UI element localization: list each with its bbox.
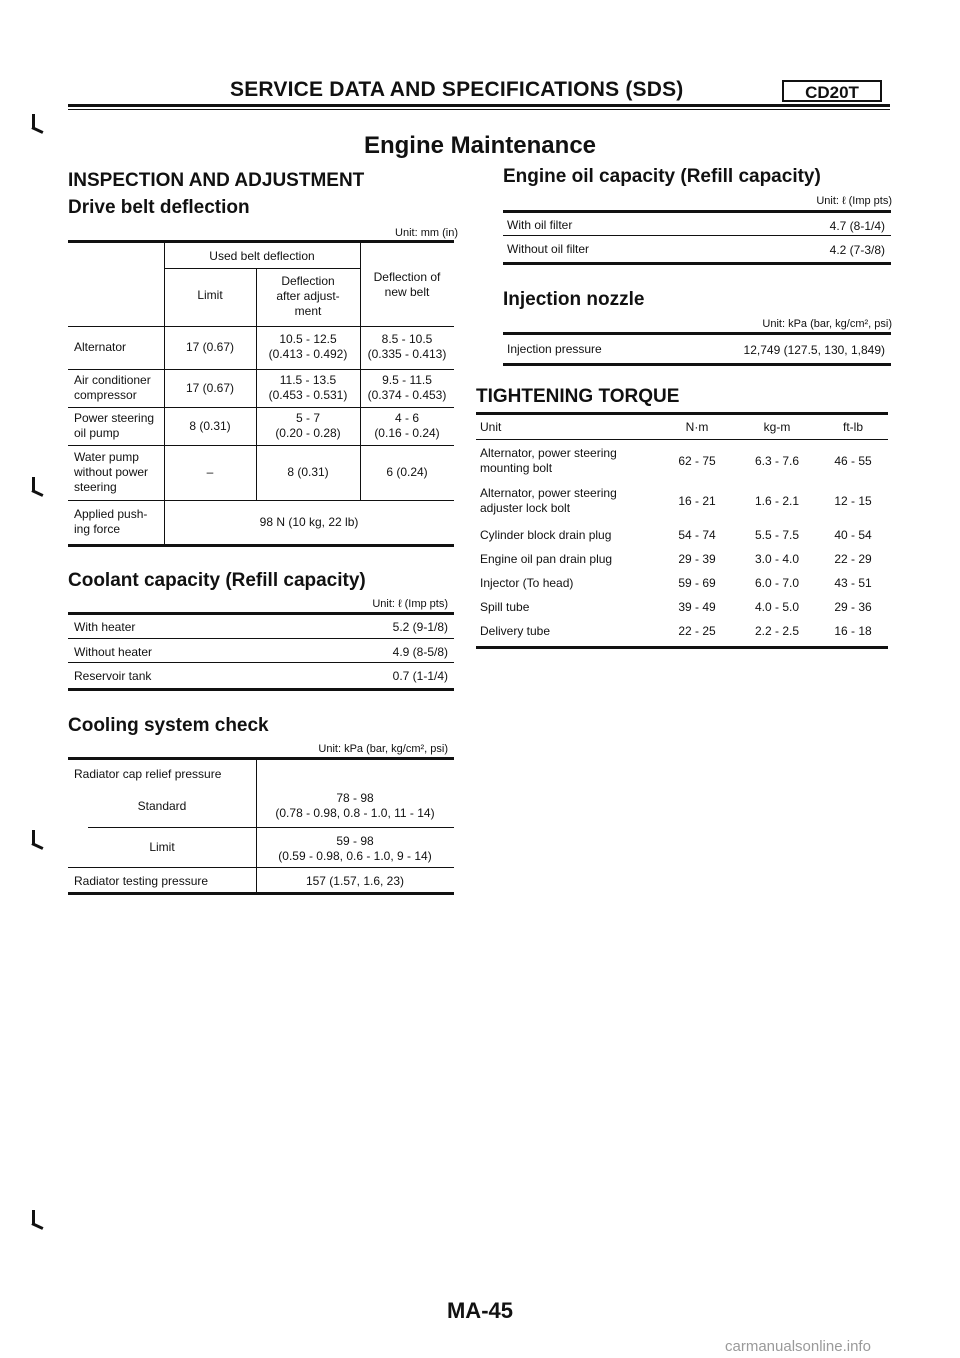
coolant-title: Coolant capacity (Refill capacity) [68,570,366,591]
header-after-adjust: Deflection after adjust- ment [276,274,340,318]
oil-row-value: 4.7 (8-1/4) [829,219,885,233]
coolant-table [68,612,454,696]
torque-row-label: Cylinder block drain plug [480,528,612,542]
injection-unit: Unit: kPa (bar, kg/cm², psi) [762,318,892,330]
cooling-unit: Unit: kPa (bar, kg/cm², psi) [318,743,448,755]
row-new: 9.5 - 11.5 (0.374 - 0.453) [367,373,447,402]
torque-row-nm: 39 - 49 [678,600,716,614]
torque-title: TIGHTENING TORQUE [476,386,680,407]
torque-row-nm: 62 - 75 [678,454,716,468]
torque-row-nm: 59 - 69 [678,576,716,590]
row-after: 8 (0.31) [287,465,329,479]
injection-table [503,332,891,372]
engine-oil-title: Engine oil capacity (Refill capacity) [503,166,821,187]
row-item-air-conditioner: Air conditioner compressor [74,373,151,402]
engine-oil-table [503,210,891,272]
torque-row-kgm: 3.0 - 4.0 [754,552,800,566]
coolant-row-value: 5.2 (9-1/8) [392,620,448,634]
row-new: 4 - 6 (0.16 - 0.24) [374,411,440,440]
inspection-title: INSPECTION AND ADJUSTMENT [68,170,365,191]
injection-pressure-label: Injection pressure [507,342,602,356]
torque-row-label: Alternator, power steering mounting bolt [480,446,617,475]
row-limit: 17 (0.67) [185,340,235,354]
drive-belt-table [68,240,454,548]
row-after: 10.5 - 12.5 (0.413 - 0.492) [268,332,348,361]
torque-row-ftlb: 22 - 29 [834,552,872,566]
torque-row-label: Injector (To head) [480,576,574,590]
row-item-water-pump: Water pump without power steering [74,450,149,494]
oil-row-label: Without oil filter [507,242,590,256]
coolant-row-value: 0.7 (1-1/4) [392,669,448,683]
cooling-title: Cooling system check [68,715,269,736]
testing-pressure-value: 157 (1.57, 1.6, 23) [305,874,405,888]
standard-value: 78 - 98 (0.78 - 0.98, 0.8 - 1.0, 11 - 14) [275,791,435,820]
corner-mark-icon [30,114,44,130]
corner-mark-icon [30,830,44,846]
engine-code-badge: CD20T [782,80,882,102]
page-number: MA-45 [446,1298,513,1323]
coolant-row-label: With heater [74,620,136,634]
header-rule-thin [68,109,890,110]
cap-relief-label: Radiator cap relief pressure [74,767,222,781]
row-new: 6 (0.24) [386,465,428,479]
limit-value: 59 - 98 (0.59 - 0.98, 0.6 - 1.0, 9 - 14) [278,834,432,863]
torque-row-kgm: 6.3 - 7.6 [754,454,800,468]
cooling-table [68,757,454,897]
coolant-unit: Unit: ℓ (Imp pts) [372,598,448,610]
torque-row-ftlb: 43 - 51 [834,576,872,590]
torque-row-kgm: 4.0 - 5.0 [754,600,800,614]
standard-label: Standard [137,799,187,813]
torque-row-label: Engine oil pan drain plug [480,552,613,566]
drive-belt-unit: Unit: mm (in) [395,227,458,239]
applied-force-value: 98 N (10 kg, 22 lb) [259,515,359,529]
drive-belt-title: Drive belt deflection [68,197,250,218]
header-limit: Limit [197,288,223,302]
row-item-power-steering: Power steering oil pump [74,411,155,440]
torque-row-ftlb: 40 - 54 [834,528,872,542]
torque-row-ftlb: 16 - 18 [834,624,872,638]
torque-row-kgm: 5.5 - 7.5 [754,528,800,542]
torque-row-label: Delivery tube [480,624,551,638]
torque-row-ftlb: 12 - 15 [834,494,872,508]
oil-row-value: 4.2 (7-3/8) [829,243,885,257]
torque-table [476,412,888,652]
row-limit: – [206,465,214,479]
injection-title: Injection nozzle [503,289,645,310]
header-new-belt: Deflection of new belt [373,270,441,299]
row-limit: 8 (0.31) [189,419,231,433]
torque-row-nm: 29 - 39 [678,552,716,566]
coolant-row-value: 4.9 (8-5/8) [392,645,448,659]
oil-row-label: With oil filter [507,218,573,232]
torque-header-unit: Unit [480,420,502,434]
torque-row-nm: 54 - 74 [678,528,716,542]
limit-label: Limit [149,840,175,854]
page-header-title: SERVICE DATA AND SPECIFICATIONS (SDS) [230,78,684,101]
corner-mark-icon [30,477,44,493]
torque-row-label: Alternator, power steering adjuster lock bolt [480,486,617,515]
torque-row-nm: 16 - 21 [678,494,716,508]
torque-row-nm: 22 - 25 [678,624,716,638]
torque-header-kgm: kg-m [763,420,791,434]
row-item-alternator: Alternator [74,340,127,354]
row-item-applied-force: Applied push- ing force [74,507,148,536]
torque-row-ftlb: 46 - 55 [834,454,872,468]
coolant-row-label: Reservoir tank [74,669,152,683]
torque-header-nm: N·m [685,420,709,434]
testing-pressure-label: Radiator testing pressure [74,874,209,888]
engine-oil-unit: Unit: ℓ (Imp pts) [816,195,892,207]
section-title: Engine Maintenance [363,132,597,159]
coolant-row-label: Without heater [74,645,153,659]
torque-row-ftlb: 29 - 36 [834,600,872,614]
torque-row-kgm: 1.6 - 2.1 [754,494,800,508]
torque-row-kgm: 2.2 - 2.5 [754,624,800,638]
row-limit: 17 (0.67) [185,381,235,395]
torque-row-label: Spill tube [480,600,530,614]
row-new: 8.5 - 10.5 (0.335 - 0.413) [367,332,447,361]
header-rule [68,104,890,107]
row-after: 5 - 7 (0.20 - 0.28) [275,411,341,440]
header-used-belt: Used belt deflection [209,249,315,263]
row-after: 11.5 - 13.5 (0.453 - 0.531) [268,373,348,402]
watermark: carmanualsonline.info [725,1338,871,1355]
torque-row-kgm: 6.0 - 7.0 [754,576,800,590]
corner-mark-icon [30,1210,44,1226]
injection-pressure-value: 12,749 (127.5, 130, 1,849) [743,343,885,357]
torque-header-ftlb: ft-lb [842,420,863,434]
